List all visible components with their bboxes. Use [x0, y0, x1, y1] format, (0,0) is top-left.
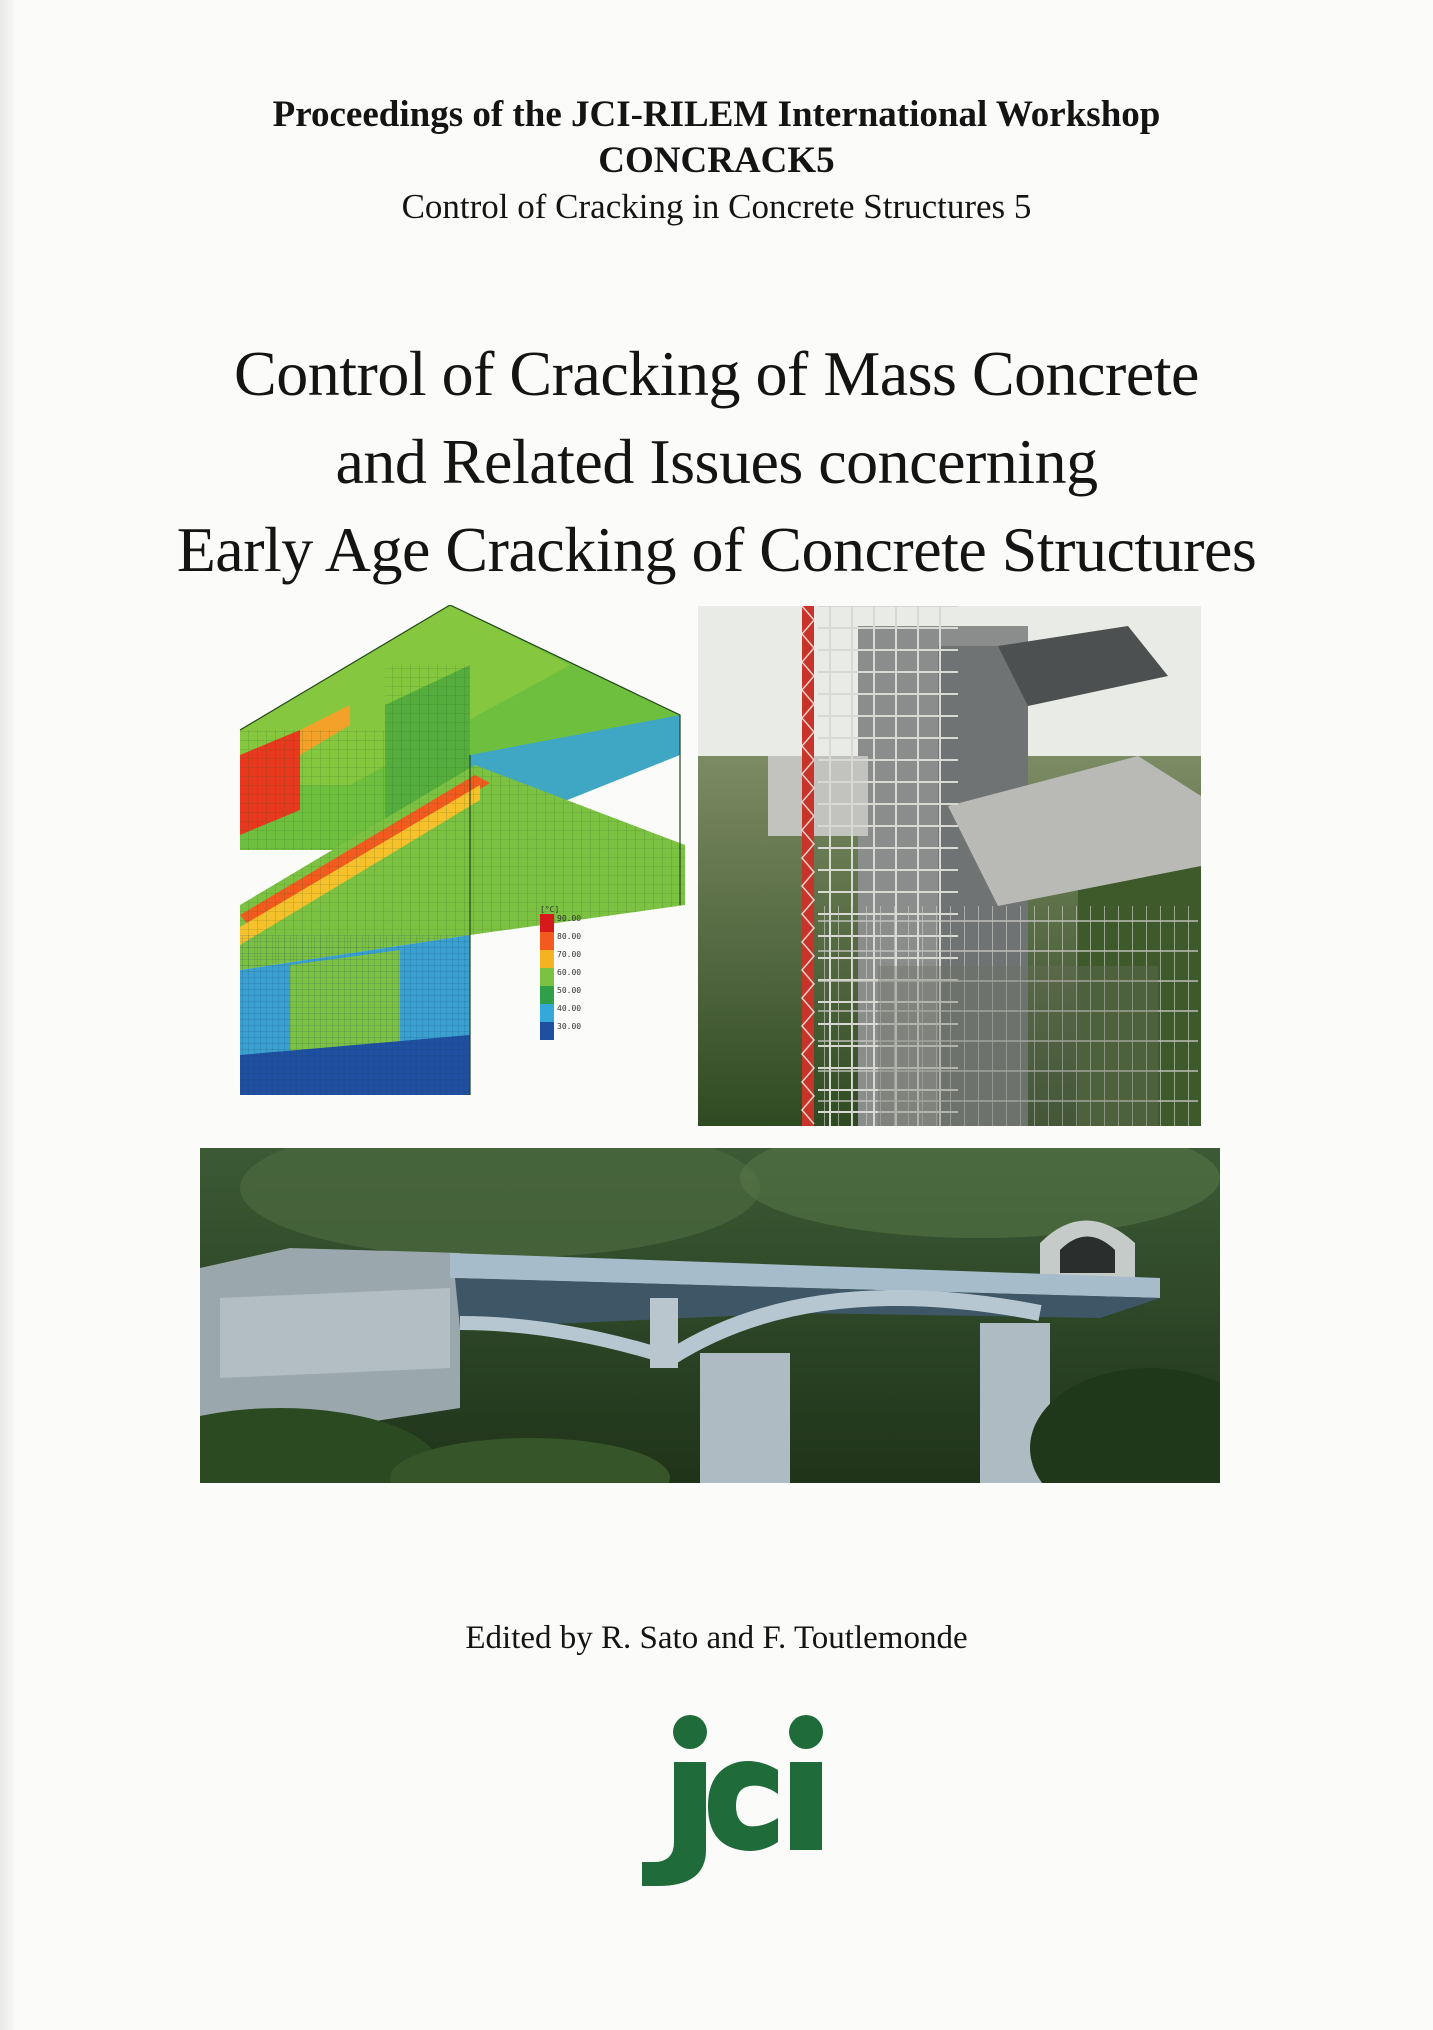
spine-edge [0, 0, 14, 2030]
fem-model-drawing [230, 605, 685, 1095]
legend-row [540, 932, 610, 950]
title-line-3: Early Age Cracking of Concrete Structures [176, 514, 1257, 585]
legend-swatch [540, 914, 554, 932]
legend-label: 60.00 [557, 968, 582, 977]
temperature-legend [540, 905, 610, 1055]
legend-row [540, 1004, 610, 1022]
bridge-photo-drawing [200, 1148, 1220, 1483]
legend-swatch [540, 968, 554, 986]
legend-row [540, 914, 610, 932]
legend-row [540, 1022, 610, 1040]
title-line-2: and Related Issues concerning [335, 426, 1098, 497]
legend-label: 30.00 [557, 1022, 582, 1031]
title-line-1: Control of Cracking of Mass Concrete [234, 338, 1199, 409]
tower-construction-photo [698, 606, 1201, 1126]
bridge-photo [200, 1148, 1220, 1483]
legend-label: 80.00 [557, 932, 582, 941]
legend-unit: [°C] [540, 905, 560, 914]
legend-swatch [540, 950, 554, 968]
legend-row [540, 986, 610, 1004]
legend-row [540, 950, 610, 968]
jci-logo-mark [628, 1710, 828, 1890]
legend-swatch [540, 932, 554, 950]
workshop-subtitle: Control of Cracking in Concrete Structures 5 [401, 187, 1032, 226]
series-header [0, 92, 1433, 230]
editors-credit: Edited by R. Sato and F. Toutlemonde [465, 1620, 968, 1656]
fem-temperature-figure [230, 605, 685, 1095]
legend-swatch [540, 1022, 554, 1040]
legend-label: 90.00 [557, 914, 582, 923]
workshop-code: CONCRACK5 [598, 140, 835, 181]
legend-swatch [540, 1004, 554, 1022]
legend-label: 70.00 [557, 950, 582, 959]
legend-rows [540, 914, 610, 1040]
book-title [0, 330, 1433, 594]
legend-swatch [540, 986, 554, 1004]
tower-photo-drawing [698, 606, 1201, 1126]
legend-label: 40.00 [557, 1004, 582, 1013]
legend-row [540, 968, 610, 986]
series-name: Proceedings of the JCI-RILEM International Workshop [272, 94, 1161, 135]
jci-logo [628, 1710, 828, 1890]
legend-label: 50.00 [557, 986, 582, 995]
